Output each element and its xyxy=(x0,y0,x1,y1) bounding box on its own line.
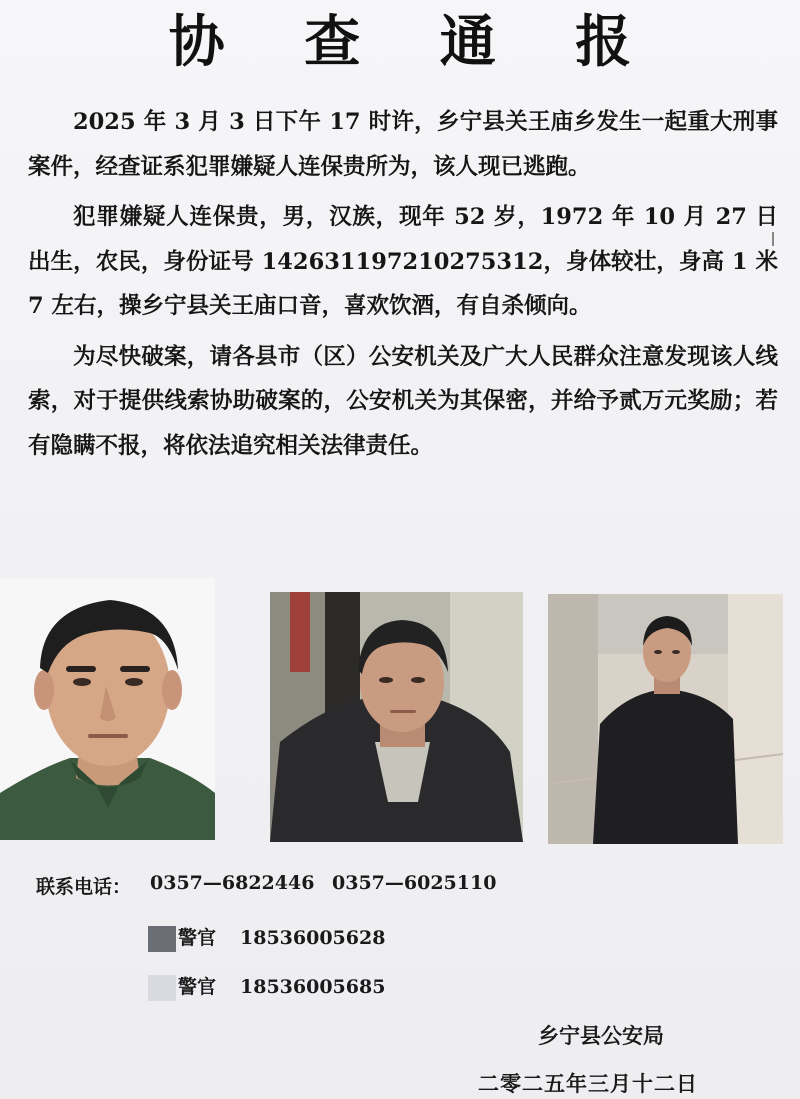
suspect-id-photo xyxy=(0,578,215,840)
paragraph-suspect-details: 犯罪嫌疑人连保贵，男，汉族，现年 52 岁，1972 年 10 月 27 日出生，农民，身份证号 142631197210275312，身体较壮，身高 1 米 7 左右，操乡宁县关王庙口音，喜欢饮酒，有自杀倾向。 xyxy=(28,204,778,319)
suspect-cctv-photo xyxy=(270,592,523,842)
officer-phone: 18536005685 xyxy=(240,976,386,998)
contact-label: 联系电话： xyxy=(36,876,132,898)
officer-title: 警官 xyxy=(178,927,217,949)
contact-phone-1: 0357—6822446 xyxy=(150,872,315,894)
redacted-name-block xyxy=(148,975,176,1001)
redacted-name-block xyxy=(148,926,176,952)
suspect-full-body-photo xyxy=(548,594,783,844)
notice-body xyxy=(28,100,778,468)
officer-contact-2 xyxy=(148,972,385,1001)
contact-phone-2: 0357—6025110 xyxy=(332,872,497,894)
officer-title: 警官 xyxy=(178,976,217,998)
scan-mark xyxy=(772,232,774,246)
officer-phone: 18536005628 xyxy=(240,927,386,949)
paragraph-incident: 2025 年 3 月 3 日下午 17 时许，乡宁县关王庙乡发生一起重大刑事案件，经查证系犯罪嫌疑人连保贵所为，该人现已逃跑。 xyxy=(28,109,778,180)
paragraph-reward: 为尽快破案，请各县市（区）公安机关及广大人民群众注意发现该人线索，对于提供线索协助破案的，公安机关为其保密，并给予贰万元奖励；若有隐瞒不报，将依法追究相关法律责任。 xyxy=(28,343,778,459)
notice-title: 协 查 通 报 xyxy=(168,10,662,75)
issuing-organization: 乡宁县公安局 xyxy=(538,1023,664,1048)
officer-contact-1 xyxy=(148,923,385,952)
issue-date: 二零二五年三月十二日 xyxy=(478,1071,698,1096)
